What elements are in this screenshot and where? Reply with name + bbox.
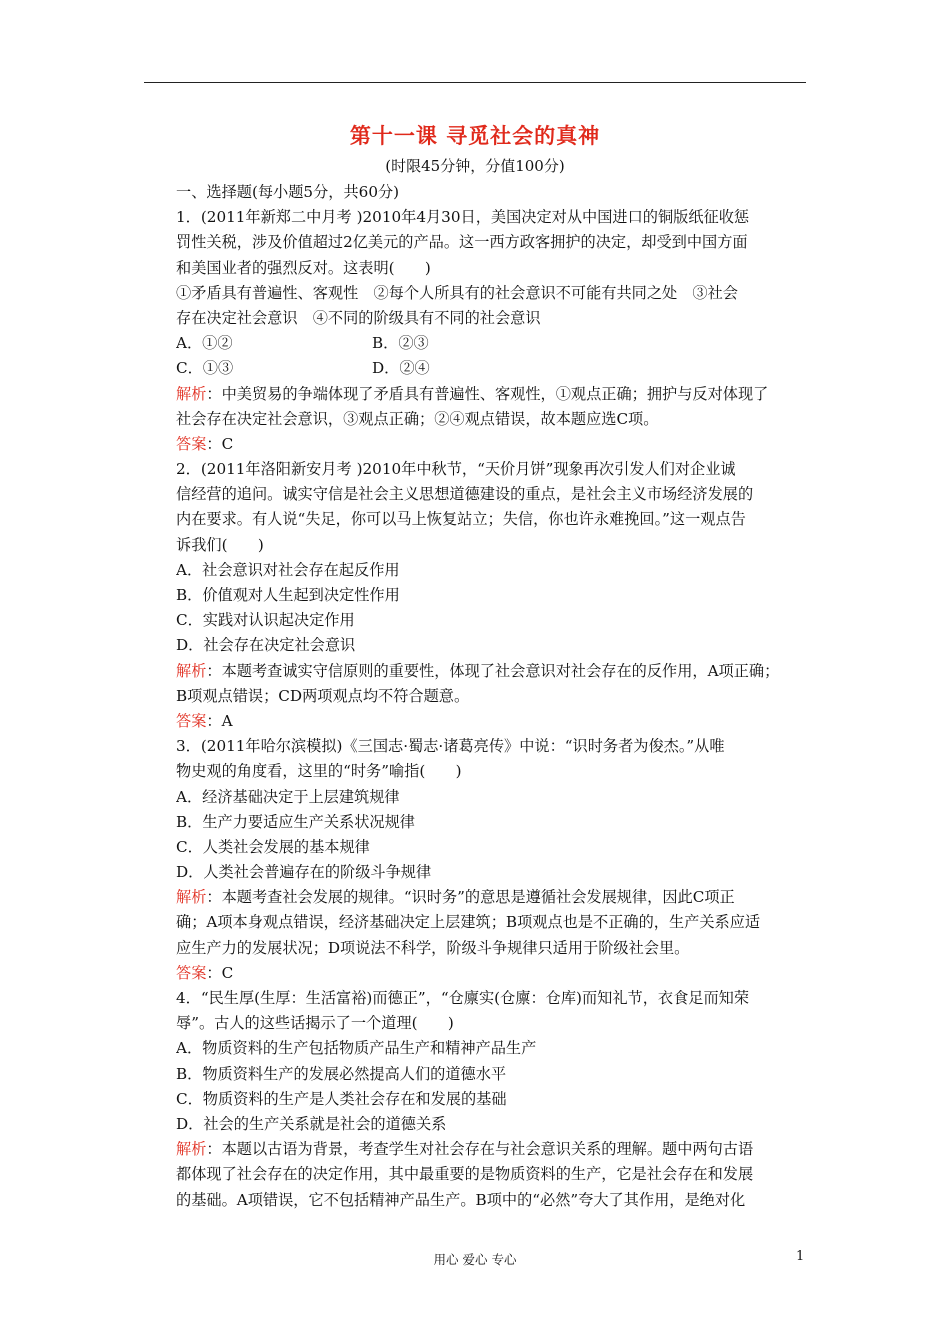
option-c: C．实践对认识起决定作用 [176, 611, 355, 630]
question-2 [176, 457, 808, 734]
option-c: C．人类社会发展的基本规律 [176, 837, 370, 856]
question-line: 3．(2011年哈尔滨模拟)《三国志·蜀志·诸葛亮传》中说：“识时务者为俊杰。”从唯 [176, 737, 725, 756]
answer-line [176, 432, 808, 457]
option-d: D．②④ [372, 359, 430, 378]
analysis-text: ：中美贸易的争端体现了矛盾具有普遍性、客观性，①观点正确；拥护与反对体现了 [206, 384, 769, 403]
question-4 [176, 986, 808, 1213]
analysis-label: 解析 [176, 384, 207, 403]
option-d: D．社会存在决定社会意识 [176, 636, 356, 655]
analysis-line: B项观点错误；CD两项观点均不符合题意。 [176, 686, 470, 705]
question-line: 辱”。古人的这些话揭示了一个道理( ) [176, 1014, 454, 1033]
answer-value: ：C [206, 963, 234, 982]
option-c: C．物质资料的生产是人类社会存在和发展的基础 [176, 1089, 507, 1108]
analysis-label: 解析 [176, 888, 207, 907]
option-a: A．经济基础决定于上层建筑规律 [176, 787, 400, 806]
option-d: D．人类社会普遍存在的阶级斗争规律 [176, 863, 432, 882]
question-line: 4．“民生厚(生厚：生活富裕)而德正”，“仓廪实(仓廪：仓库)而知礼节，衣食足而知荣 [176, 989, 750, 1007]
page-number: 1 [796, 1249, 805, 1264]
answer-value: ：C [206, 434, 234, 453]
option-b: B．②③ [372, 334, 429, 353]
analysis-line: 确；A项本身观点错误，经济基础决定上层建筑；B项观点也是不正确的，生产关系应适 [176, 913, 761, 932]
question-line: ①矛盾具有普遍性、客观性 ②每个人所具有的社会意识不可能有共同之处 ③社会 [176, 283, 738, 302]
question-line: 存在决定社会意识 ④不同的阶级具有不同的社会意识 [176, 308, 541, 327]
question-1 [176, 205, 808, 457]
analysis-label: 解析 [176, 661, 207, 680]
page-footer: 用心 爱心 专心 [433, 1252, 517, 1267]
answer-label: 答案 [176, 434, 207, 453]
option-a: A．①② [176, 334, 233, 353]
option-a: A．社会意识对社会存在起反作用 [176, 560, 400, 579]
option-row [176, 331, 808, 356]
question-line: 和美国业者的强烈反对。这表明( ) [176, 258, 431, 277]
analysis-line [176, 659, 808, 684]
question-line: 诉我们( ) [176, 535, 264, 554]
option-b: B．生产力要适应生产关系状况规律 [176, 812, 415, 831]
analysis-line [176, 885, 808, 910]
analysis-label: 解析 [176, 1140, 207, 1159]
analysis-line [176, 1137, 808, 1162]
question-line: 罚性关税，涉及价值超过2亿美元的产品。这一西方政客拥护的决定，却受到中国方面 [176, 233, 748, 252]
question-line: 信经营的追问。诚实守信是社会主义思想道德建设的重点，是社会主义市场经济发展的 [176, 485, 754, 504]
question-line: 物史观的角度看，这里的“时务”喻指( ) [176, 762, 462, 781]
header-rule [144, 82, 806, 83]
analysis-line: 社会存在决定社会意识，③观点正确；②④观点错误，故本题应选C项。 [176, 409, 659, 428]
option-c: C．①③ [176, 359, 234, 378]
analysis-text: ：本题考查诚实守信原则的重要性，体现了社会意识对社会存在的反作用，A项正确； [206, 661, 780, 680]
option-b: B．价值观对人生起到决定性作用 [176, 586, 400, 604]
question-line: 内在要求。有人说“失足，你可以马上恢复站立；失信，你也许永难挽回。”这一观点告 [176, 510, 746, 529]
answer-label: 答案 [176, 963, 207, 982]
analysis-line: 都体现了社会存在的决定作用，其中最重要的是物质资料的生产，它是社会存在和发展 [176, 1165, 754, 1184]
page-subtitle: (时限45分钟，分值100分) [385, 157, 565, 175]
analysis-line: 的基础。A项错误，它不包括精神产品生产。B项中的“必然”夸大了其作用，是绝对化 [176, 1190, 746, 1209]
document-body [176, 180, 808, 1213]
option-b: B．物质资料生产的发展必然提高人们的道德水平 [176, 1064, 507, 1083]
answer-line [176, 961, 808, 986]
answer-line [176, 709, 808, 734]
page-title: 第十一课 寻觅社会的真神 [349, 124, 601, 148]
analysis-line: 应生产力的发展状况；D项说法不科学，阶级斗争规律只适用于阶级社会里。 [176, 938, 690, 957]
option-d: D．社会的生产关系就是社会的道德关系 [176, 1114, 447, 1133]
answer-label: 答案 [176, 711, 207, 730]
option-a: A．物质资料的生产包括物质产品生产和精神产品生产 [176, 1039, 537, 1058]
question-line: 2．(2011年洛阳新安月考 )2010年中秋节，“天价月饼”现象再次引发人们对企业诚 [176, 460, 736, 479]
section-heading: 一、选择题(每小题5分，共60分) [176, 183, 400, 201]
option-row [176, 356, 808, 381]
question-3 [176, 734, 808, 986]
answer-value: ：A [206, 711, 233, 730]
question-line: 1．(2011年新郑二中月考 )2010年4月30日，美国决定对从中国进口的铜版纸征收惩 [176, 208, 750, 227]
analysis-line [176, 382, 808, 407]
analysis-text: ：本题以古语为背景，考查学生对社会存在与社会意识关系的理解。题中两句古语 [206, 1140, 754, 1159]
analysis-text: ：本题考查社会发展的规律。“识时务”的意思是遵循社会发展规律，因此C项正 [206, 888, 735, 907]
